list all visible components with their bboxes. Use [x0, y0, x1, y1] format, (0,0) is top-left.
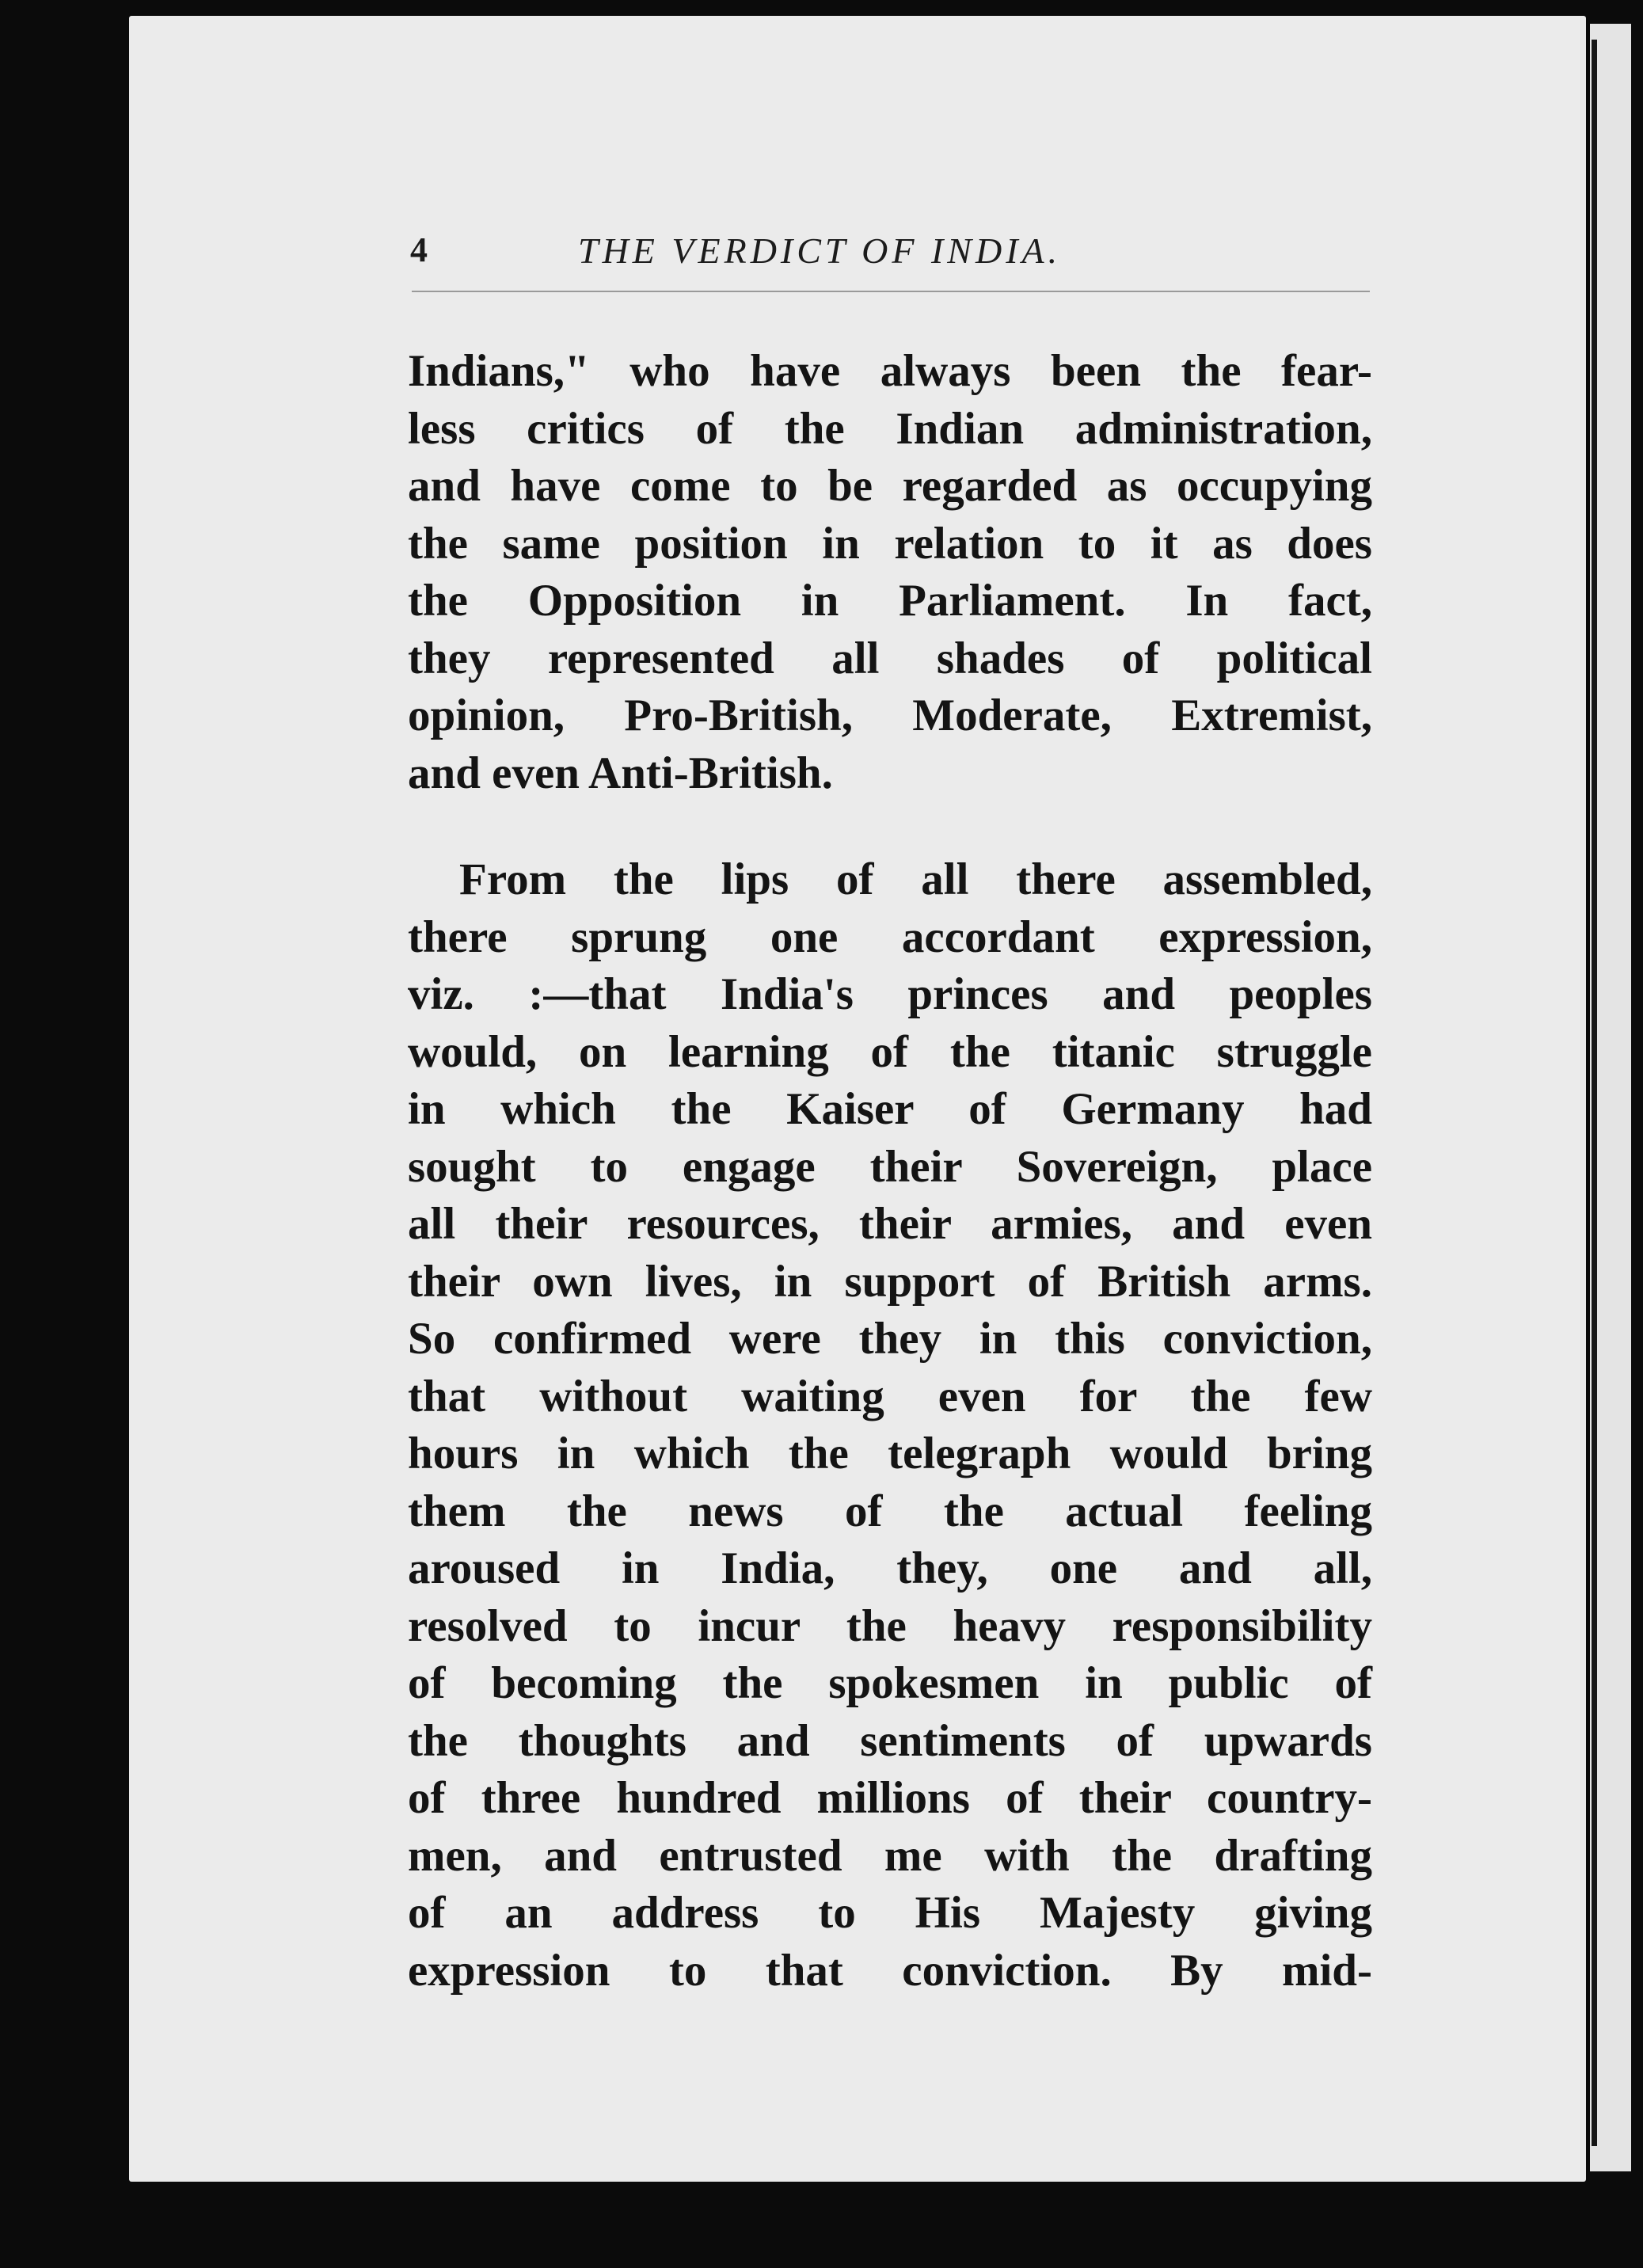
text-line: in which the Kaiser of Germany had: [408, 1084, 1372, 1134]
page-header: [281, 230, 1374, 285]
text-line: they represented all shades of political: [408, 633, 1372, 683]
paragraph-1: [408, 343, 1372, 802]
text-line: of three hundred millions of their country-: [408, 1773, 1372, 1823]
text-line: viz. :—that India's princes and peoples: [408, 969, 1372, 1019]
text-line: sought to engage their Sovereign, place: [408, 1141, 1372, 1192]
header-rule: [412, 291, 1370, 292]
text-line: aroused in India, they, one and all,: [408, 1543, 1372, 1593]
text-line: and have come to be regarded as occupying: [408, 461, 1372, 511]
text-line: the thoughts and sentiments of upwards: [408, 1715, 1372, 1766]
text-line: all their resources, their armies, and even: [408, 1199, 1372, 1249]
text-line: there sprung one accordant expression,: [408, 911, 1372, 962]
text-line: their own lives, in support of British arms.: [408, 1256, 1372, 1307]
running-title: THE VERDICT OF INDIA.: [578, 230, 1062, 271]
text-line: that without waiting even for the few: [408, 1371, 1372, 1421]
page-number: 4: [410, 230, 428, 269]
text-line: and even Anti-British.: [408, 748, 833, 798]
paragraph-2: [408, 851, 1372, 2000]
adjacent-page-edge: [1590, 24, 1631, 2171]
text-line: of becoming the spokesmen in public of: [408, 1658, 1372, 1708]
text-line: hours in which the telegraph would bring: [408, 1429, 1372, 1478]
text-line: From the lips of all there assembled,: [459, 854, 1372, 904]
text-line: the Opposition in Parliament. In fact,: [408, 576, 1372, 626]
text-line: expression to that conviction. By mid-: [408, 1945, 1372, 1996]
text-line: resolved to incur the heavy responsibility: [408, 1600, 1372, 1651]
text-line: men, and entrusted me with the drafting: [408, 1830, 1372, 1881]
text-line: would, on learning of the titanic struggle: [408, 1026, 1372, 1077]
text-line: of an address to His Majesty giving: [408, 1888, 1372, 1938]
text-line: less critics of the Indian administration,: [408, 403, 1372, 454]
text-line: opinion, Pro-British, Moderate, Extremist,: [408, 691, 1372, 740]
page-gutter-shadow: [1592, 40, 1597, 2146]
text-line: So confirmed were they in this conviction,: [408, 1314, 1372, 1364]
text-line: Indians," who have always been the fear-: [408, 346, 1372, 396]
text-line: the same position in relation to it as does: [408, 518, 1372, 569]
text-line: them the news of the actual feeling: [408, 1486, 1372, 1536]
